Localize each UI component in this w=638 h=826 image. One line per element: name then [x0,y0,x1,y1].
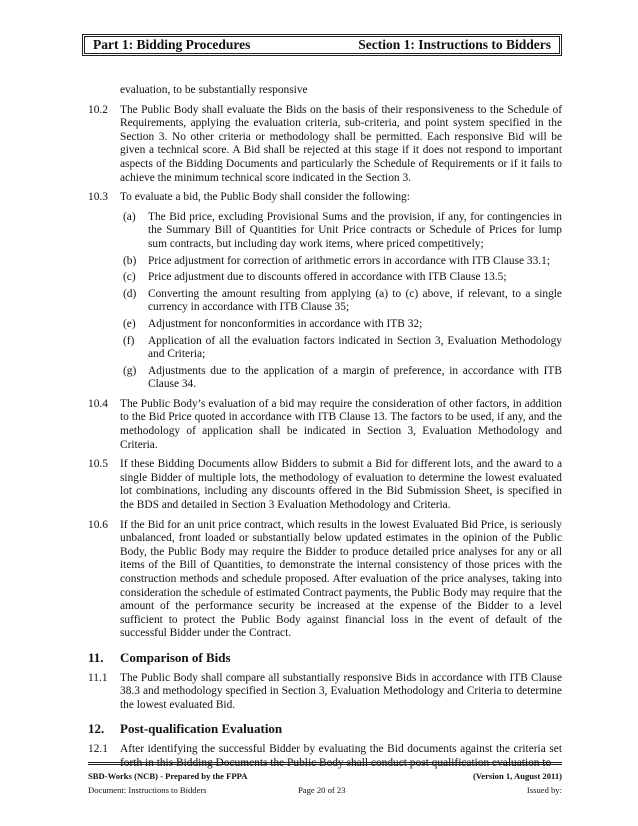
clause-text: If these Bidding Documents allow Bidders to submit a Bid for different lots, and the award to a single Bidder of multiple lots, the methodology of evaluation to determine the lowest evaluated lot combinations, including any discounts offered in the Bid Submission Sheet, is specified in the BDS and detailed in Section 3 Evaluation Methodology and Criteria. [120,458,562,512]
section-12-heading [88,722,562,736]
section-11-heading [88,651,562,665]
clause-text: The Public Body’s evaluation of a bid may require the consideration of other factors, in addition to the Bid Price quoted in accordance with ITB Clause 13. The factors to be used, if any, and the methodology of application shall be indicated in Section 3, Evaluation Methodology and Criteria. [120,397,562,451]
subitem-text: Price adjustment for correction of arithmetic errors in accordance with ITB Clause 33.1; [148,254,551,267]
subitem-label: (f) [123,334,135,347]
subitem-label: (a) [123,210,136,223]
clause-10-4 [88,398,562,452]
subitem-b [88,255,562,269]
subitem-label: (e) [123,317,136,330]
subitem-text: Adjustment for nonconformities in accordance with ITB 32; [148,317,423,330]
clause-10-5 [88,458,562,512]
subitem-label: (d) [123,287,137,300]
clause-text: The Public Body shall compare all substantially responsive Bids in accordance with ITB Clause 38.3 and methodology specified in Section 3, Evaluation Methodology and Criteria to determine the lowest evaluated Bid. [120,671,562,711]
footer-page-number: Page 20 of 23 [298,785,346,795]
subitem-label: (g) [123,364,137,377]
clause-number: 10.5 [88,458,108,471]
continuation-text: evaluation, to be substantially responsive [120,84,308,96]
clause-text: The Public Body shall evaluate the Bids on the basis of their responsiveness to the Schedule of Requirements, applying the evaluation criteria, sub-criteria, and point system specified in the Section 3. No other criteria or methodology shall be permitted. Each responsive Bid will be given a technical score. A Bid shall be rejected at this stage if it does not respond to important aspects of the Bidding Documents and particularly the Schedule of Requirements or if it fails to achieve the minimum technical score indicated in the Section 3. [120,103,562,184]
footer-divider [88,762,562,765]
section-number: 11. [88,649,104,665]
clause-number: 10.4 [88,397,108,410]
subitem-c [88,271,562,285]
subitem-text: The Bid price, excluding Provisional Sums and the provision, if any, for contingencies in the Summary Bill of Quantities for Unit Price contracts or Schedule of Prices for lump sum contracts, but including day work items, where priced competitively; [148,210,562,250]
subitem-label: (c) [123,271,136,284]
footer-issued-by: Issued by: [526,785,562,795]
clause-number: 10.6 [88,518,108,531]
header-section-title: Section 1: Instructions to Bidders [358,37,551,52]
clause-number: 12.1 [88,742,108,755]
clause-10-6 [88,519,562,641]
subitem-text: Adjustments due to the application of a margin of preference, in accordance with ITB Clause 34. [148,364,562,391]
footer-prepared-by: SBD-Works (NCB) - Prepared by the FPPA [88,771,248,781]
footer-bottom-line [88,785,562,797]
subitem-e [88,318,562,332]
clause-number: 11.1 [88,671,108,684]
footer-top-line [88,771,562,781]
clause-text: To evaluate a bid, the Public Body shall consider the following: [120,191,410,204]
section-title: Comparison of Bids [120,649,231,665]
subitem-a [88,211,562,252]
section-number: 12. [88,721,105,737]
subitem-d [88,288,562,315]
footer-document: Document: Instructions to Bidders [88,785,207,795]
clause-number: 10.3 [88,191,108,204]
clause-11-1 [88,672,562,713]
subitem-f [88,335,562,362]
clause-10-3 [88,191,562,205]
clause-text: After identifying the successful Bidder by evaluating the Bid documents against the criteria set forth in this Bidding Documents the Public Body shall conduct post qualification evaluation to [120,742,562,769]
subitem-text: Price adjustment due to discounts offered in accordance with ITB Clause 13.5; [148,271,507,284]
clause-number: 10.2 [88,103,108,116]
footer-version: (Version 1, August 2011) [473,771,562,781]
subitem-g [88,365,562,392]
subitem-text: Application of all the evaluation factors indicated in Section 3, Evaluation Methodology and Criteria; [148,334,562,361]
section-title: Post-qualification Evaluation [120,721,283,737]
document-body [88,84,562,776]
clause-text: If the Bid for an unit price contract, which results in the lowest Evaluated Bid Price, is seriously unbalanced, front loaded or substantially below updated estimates in the opinion of the Public Body, the Public Body may require the Bidder to produce detailed price analyses for any or all items of the Bill of Quantities, to demonstrate the internal consistency of those prices with the construction methods and schedule proposed. After evaluation of the price analyses, taking into consideration the schedule of estimated Contract payments, the Public Body may require that the amount of the performance security be increased at the expense of the Bidder to a level sufficient to protect the Public Body against financial loss in the event of default of the successful Bidder under the Contract. [120,518,562,640]
subitem-text: Converting the amount resulting from applying (a) to (c) above, if relevant, to a single currency in accordance with ITB Clause 35; [148,287,562,314]
clause-10-2 [88,104,562,186]
subitem-label: (b) [123,254,137,267]
clause-12-1 [88,743,562,770]
page-header [82,34,562,56]
header-part-title: Part 1: Bidding Procedures [93,37,251,52]
